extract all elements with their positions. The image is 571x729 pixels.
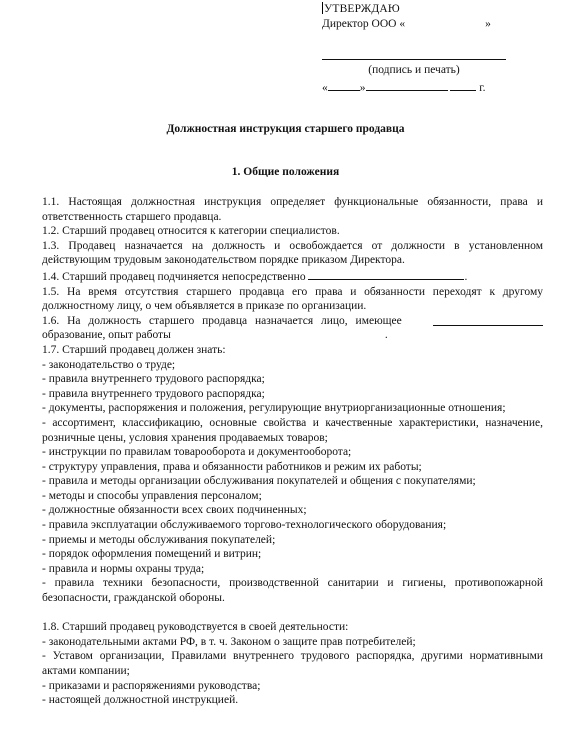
- knowledge-item: - порядок оформления помещений и витрин;: [42, 548, 262, 561]
- knowledge-item: - законодательство о труде;: [42, 358, 176, 371]
- guidance-item: - настоящей должностной инструкцией.: [42, 694, 239, 707]
- supervisor-blank: [308, 268, 464, 280]
- paragraph-1-8: 1.8. Старший продавец руководствуется в своей деятельности:: [42, 621, 349, 634]
- knowledge-item: - правила техники безопасности, производственной санитарии и гигиены, противопожарной безопасности, гражданской обороны.: [42, 577, 543, 605]
- date-open-quote: «: [322, 82, 328, 94]
- knowledge-item: - правила внутреннего трудового распорядка;: [42, 387, 265, 400]
- education-blank: [433, 314, 543, 326]
- section-heading-general: 1. Общие положения: [231, 166, 340, 178]
- paragraph-1-6: [42, 314, 543, 329]
- director-close-quote: »: [485, 17, 491, 30]
- text-cursor: [322, 2, 323, 14]
- date-year-suffix: г.: [479, 82, 486, 94]
- signature-line: [322, 59, 506, 60]
- knowledge-item: - должностные обязанности всех своих подчиненных;: [42, 504, 307, 517]
- paragraph-1-4-text: 1.4. Старший продавец подчиняется непосредственно: [42, 270, 306, 283]
- paragraph-1-1: 1.1. Настоящая должностная инструкция определяет функциональные обязанности, права и ответственность старшего продавца.: [42, 196, 543, 223]
- knowledge-item: - правила и методы организации обслуживания покупателей и общения с покупателями;: [42, 475, 476, 488]
- paragraph-1-6-cont-text: образование, опыт работы: [42, 329, 171, 342]
- knowledge-item: - инструкции по правилам товарооборота и документооборота;: [42, 446, 352, 459]
- director-label: Директор ООО «: [322, 17, 406, 30]
- knowledge-item: - ассортимент, классификацию, основные свойства и качественные характеристики, назначение, розничные цены, условия хранения продаваемых товаров;: [42, 416, 543, 444]
- guidance-item: - законодательными актами РФ, в т. ч. Законом о защите прав потребителей;: [42, 635, 416, 648]
- paragraph-1-4: 1.4. Старший продавец подчиняется непосредственно .: [42, 268, 543, 285]
- spacer: [42, 606, 543, 621]
- guidance-item: - Уставом организации, Правилами внутреннего трудового распорядка, другими нормативными актами компании;: [42, 650, 543, 677]
- knowledge-item: - правила внутреннего трудового распорядка;: [42, 373, 265, 386]
- date-day-blank: [328, 79, 360, 91]
- knowledge-item: - приемы и методы обслуживания покупателей;: [42, 533, 276, 546]
- knowledge-item: - документы, распоряжения и положения, регулирующие внутриорганизационные отношения;: [42, 402, 506, 415]
- paragraph-1-7: 1.7. Старший продавец должен знать:: [42, 343, 226, 356]
- knowledge-item: - методы и способы управления персоналом;: [42, 489, 262, 502]
- director-row: [322, 17, 567, 32]
- paragraph-1-6-cont: образование, опыт работы .: [42, 329, 388, 342]
- approval-date-line: [322, 79, 486, 96]
- knowledge-item: - структуру управления, права и обязанности работников и режим их работы;: [42, 460, 422, 473]
- guidance-item: - приказами и распоряжениями руководства;: [42, 679, 261, 692]
- approval-heading-row: [322, 2, 567, 17]
- document-title: Должностная инструкция старшего продавца: [166, 123, 405, 135]
- knowledge-item: - правила эксплуатации обслуживаемого торгово-технологического оборудования;: [42, 519, 447, 532]
- approval-heading: УТВЕРЖДАЮ: [324, 3, 400, 15]
- paragraph-1-2: 1.2. Старший продавец относится к категории специалистов.: [42, 225, 340, 238]
- signature-caption: (подпись и печать): [368, 64, 460, 76]
- paragraph-1-5: 1.5. На время отсутствия старшего продавца его права и обязанности переходят к другому должностному лицу, о чем объявляется в приказе по организации.: [42, 285, 543, 313]
- date-close-quote: »: [359, 82, 366, 94]
- date-year-blank: [450, 79, 476, 91]
- date-month-blank: [366, 79, 448, 91]
- paragraph-1-6-text: 1.6. На должность старшего продавца назначается лицо, имеющее: [42, 314, 402, 327]
- approval-block: [322, 2, 567, 31]
- document-body: [42, 195, 543, 708]
- knowledge-item: - правила и нормы охраны труда;: [42, 562, 205, 575]
- paragraph-1-3: 1.3. Продавец назначается на должность и освобождается от должности в установленном действующим трудовым законодательством порядке приказом Директора.: [42, 239, 543, 267]
